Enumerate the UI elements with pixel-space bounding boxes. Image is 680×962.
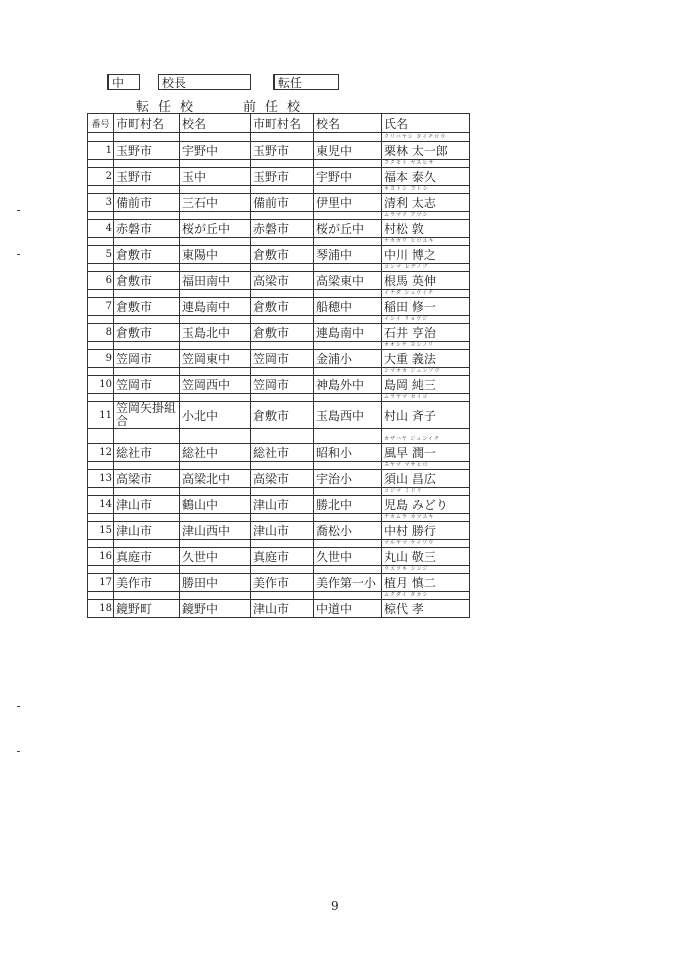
col-new-city: 市町村名 xyxy=(114,114,180,133)
row-name xyxy=(382,186,470,212)
row-prev-city: 赤磐市 xyxy=(251,220,314,238)
spacer-cell xyxy=(88,592,114,600)
row-new-school: 勝田中 xyxy=(180,574,251,592)
spacer-cell xyxy=(251,566,314,574)
spacer-cell xyxy=(180,160,251,168)
spacer-cell xyxy=(314,342,382,350)
spacer-cell xyxy=(114,133,180,142)
spacer-cell xyxy=(251,342,314,350)
row-prev-school: 船穂中 xyxy=(314,298,382,316)
row-prev-school: 金浦小 xyxy=(314,350,382,368)
transfer-type: 転任 xyxy=(278,76,303,90)
row-prev-school: 伊里中 xyxy=(314,194,382,212)
person-name: 福本 泰久 xyxy=(384,170,436,184)
spacer-cell xyxy=(88,186,114,194)
spacer-cell xyxy=(251,368,314,376)
row-number: 10 xyxy=(88,376,114,394)
row-prev-city: 玉野市 xyxy=(251,168,314,186)
table-row xyxy=(88,496,470,514)
row-prev-school: 東児中 xyxy=(314,142,382,160)
row-number: 17 xyxy=(88,574,114,592)
scan-mark xyxy=(17,210,20,211)
row-prev-city: 倉敷市 xyxy=(251,298,314,316)
row-prev-city: 津山市 xyxy=(251,522,314,540)
spacer-cell xyxy=(251,514,314,522)
table-row xyxy=(88,376,470,394)
spacer-cell xyxy=(314,394,382,402)
spacer-cell xyxy=(251,264,314,272)
row-new-school: 福田南中 xyxy=(180,272,251,290)
row-new-city: 倉敷市 xyxy=(114,246,180,264)
row-name xyxy=(382,342,470,368)
person-name: 村松 敦 xyxy=(384,222,424,236)
table-row xyxy=(88,402,470,429)
table-row xyxy=(88,522,470,540)
name-reading: コジマ ミドリ xyxy=(384,488,423,494)
row-name xyxy=(382,514,470,540)
school-level-box xyxy=(107,74,140,90)
col-prev-city: 市町村名 xyxy=(251,114,314,133)
spacer-cell xyxy=(88,264,114,272)
row-number: 2 xyxy=(88,168,114,186)
spacer-cell xyxy=(88,540,114,548)
row-new-city: 津山市 xyxy=(114,496,180,514)
row-prev-school: 神島外中 xyxy=(314,376,382,394)
spacer-cell xyxy=(314,238,382,246)
row-prev-city: 倉敷市 xyxy=(251,402,314,429)
spacer-cell xyxy=(251,238,314,246)
position-box xyxy=(158,74,251,90)
table-row xyxy=(88,324,470,342)
spacer-cell xyxy=(180,368,251,376)
row-number: 14 xyxy=(88,496,114,514)
spacer-cell xyxy=(251,462,314,470)
spacer-cell xyxy=(88,133,114,142)
spacer-cell xyxy=(88,342,114,350)
row-number: 11 xyxy=(88,402,114,429)
spacer-cell xyxy=(88,212,114,220)
spacer-cell xyxy=(314,290,382,298)
spacer-cell xyxy=(114,429,180,444)
spacer-cell xyxy=(314,540,382,548)
spacer-cell xyxy=(88,429,114,444)
person-name: 大重 義法 xyxy=(384,352,436,366)
name-reading: コンマ ヒデノブ xyxy=(384,264,429,270)
spacer-cell xyxy=(180,238,251,246)
name-reading: ムラヤマ セイコ xyxy=(384,394,429,400)
row-name xyxy=(382,462,470,488)
spacer-cell xyxy=(180,394,251,402)
position-title: 校長 xyxy=(162,76,187,90)
row-prev-city: 高梁市 xyxy=(251,272,314,290)
row-name xyxy=(382,368,470,394)
row-new-city: 津山市 xyxy=(114,522,180,540)
row-new-school: 三石中 xyxy=(180,194,251,212)
spacer-cell xyxy=(114,488,180,496)
row-number: 4 xyxy=(88,220,114,238)
table-header-row xyxy=(88,114,470,133)
row-prev-school: 桜が丘中 xyxy=(314,220,382,238)
spacer-cell xyxy=(114,462,180,470)
row-new-city: 美作市 xyxy=(114,574,180,592)
row-prev-school: 玉島西中 xyxy=(314,402,382,429)
row-new-school: 桜が丘中 xyxy=(180,220,251,238)
row-prev-city: 総社市 xyxy=(251,444,314,462)
row-new-city: 高梁市 xyxy=(114,470,180,488)
table-row xyxy=(88,548,470,566)
row-number: 16 xyxy=(88,548,114,566)
name-reading: ウエツキ シンジ xyxy=(384,566,429,572)
row-new-school: 高梁北中 xyxy=(180,470,251,488)
name-reading: クリバヤシ タイチロウ xyxy=(384,134,447,140)
spacer-cell xyxy=(180,488,251,496)
row-name xyxy=(382,212,470,238)
prev-school-heading: 前任校 xyxy=(243,100,310,115)
spacer-cell xyxy=(88,368,114,376)
spacer-cell xyxy=(114,290,180,298)
row-number: 15 xyxy=(88,522,114,540)
spacer-cell xyxy=(180,186,251,194)
person-name: 島岡 純三 xyxy=(384,378,436,392)
row-name xyxy=(382,566,470,592)
col-prev-school: 校名 xyxy=(314,114,382,133)
spacer-cell xyxy=(251,212,314,220)
row-new-city: 玉野市 xyxy=(114,168,180,186)
row-number: 3 xyxy=(88,194,114,212)
scan-mark xyxy=(17,254,20,255)
spacer-cell xyxy=(114,212,180,220)
spacer-cell xyxy=(314,133,382,142)
spacer-cell xyxy=(251,394,314,402)
row-new-school: 津山西中 xyxy=(180,522,251,540)
row-new-city: 鏡野町 xyxy=(114,600,180,618)
row-prev-city: 津山市 xyxy=(251,496,314,514)
row-name xyxy=(382,436,470,462)
col-number: 番号 xyxy=(88,114,114,133)
row-new-city: 真庭市 xyxy=(114,548,180,566)
spacer-cell xyxy=(180,212,251,220)
row-name xyxy=(382,134,470,160)
row-number: 6 xyxy=(88,272,114,290)
person-name: 中川 博之 xyxy=(384,248,436,262)
row-new-school: 小北中 xyxy=(180,402,251,429)
spacer-cell xyxy=(180,290,251,298)
row-new-city: 笠岡市 xyxy=(114,350,180,368)
spacer-cell xyxy=(251,540,314,548)
spacer-cell xyxy=(114,540,180,548)
spacer-cell xyxy=(114,186,180,194)
spacer-cell xyxy=(314,429,382,444)
name-reading: ムクダイ タカシ xyxy=(384,592,429,598)
row-prev-city: 備前市 xyxy=(251,194,314,212)
table-row xyxy=(88,444,470,462)
person-name: 椋代 孝 xyxy=(384,602,424,616)
row-new-city: 笠岡市 xyxy=(114,376,180,394)
table-row xyxy=(88,246,470,264)
table-row xyxy=(88,220,470,238)
row-new-school: 久世中 xyxy=(180,548,251,566)
table-row xyxy=(88,142,470,160)
row-number: 7 xyxy=(88,298,114,316)
row-new-school: 総社中 xyxy=(180,444,251,462)
col-name: 氏名 xyxy=(382,114,470,133)
person-name: 清利 太志 xyxy=(384,196,436,210)
row-prev-school: 喬松小 xyxy=(314,522,382,540)
row-name xyxy=(382,316,470,342)
spacer-cell xyxy=(251,592,314,600)
row-name xyxy=(382,264,470,290)
row-new-city: 赤磐市 xyxy=(114,220,180,238)
row-new-school: 鶴山中 xyxy=(180,496,251,514)
name-reading: マルヤマ ケイゾウ xyxy=(384,540,435,546)
table-row xyxy=(88,168,470,186)
row-prev-school: 中道中 xyxy=(314,600,382,618)
spacer-cell xyxy=(251,316,314,324)
row-prev-city: 真庭市 xyxy=(251,548,314,566)
table-row xyxy=(88,298,470,316)
name-reading: キヨトシ フトシ xyxy=(384,186,429,192)
person-name: 植月 慎二 xyxy=(384,576,436,590)
new-school-heading: 転任校 xyxy=(136,100,203,115)
name-reading: オオシゲ ヨシノリ xyxy=(384,342,434,348)
spacer-cell xyxy=(314,316,382,324)
person-name: 根馬 英伸 xyxy=(384,274,436,288)
spacer-cell xyxy=(314,566,382,574)
spacer-cell xyxy=(180,133,251,142)
row-new-city: 倉敷市 xyxy=(114,298,180,316)
name-reading: シマオカ ジュンゾウ xyxy=(384,368,441,374)
spacer-cell xyxy=(114,264,180,272)
spacer-cell xyxy=(88,290,114,298)
row-new-school: 玉島北中 xyxy=(180,324,251,342)
spacer-cell xyxy=(180,264,251,272)
spacer-cell xyxy=(180,592,251,600)
row-prev-school: 美作第一小 xyxy=(314,574,382,592)
person-name: 栗林 太一郎 xyxy=(384,144,448,158)
transfer-table xyxy=(87,113,470,618)
spacer-cell xyxy=(114,316,180,324)
spacer-cell xyxy=(314,368,382,376)
row-name xyxy=(382,394,470,429)
person-name: 中村 勝行 xyxy=(384,524,436,538)
scan-mark xyxy=(17,751,20,752)
row-name xyxy=(382,290,470,316)
row-new-city: 玉野市 xyxy=(114,142,180,160)
row-prev-school: 勝北中 xyxy=(314,496,382,514)
row-prev-school: 宇治小 xyxy=(314,470,382,488)
row-name xyxy=(382,488,470,514)
row-new-school: 鏡野中 xyxy=(180,600,251,618)
row-prev-city: 高梁市 xyxy=(251,470,314,488)
spacer-cell xyxy=(88,566,114,574)
spacer-cell xyxy=(314,212,382,220)
name-reading: ナカガワ ヒロユキ xyxy=(384,238,435,244)
spacer-cell xyxy=(314,186,382,194)
row-new-city: 笠岡矢掛組合 xyxy=(114,402,180,429)
spacer-cell xyxy=(88,238,114,246)
row-prev-city: 玉野市 xyxy=(251,142,314,160)
spacer-cell xyxy=(114,368,180,376)
row-number: 12 xyxy=(88,444,114,462)
school-level: 中 xyxy=(112,76,125,90)
row-name xyxy=(382,592,470,618)
spacer-cell xyxy=(251,429,314,444)
spacer-cell xyxy=(314,514,382,522)
spacer-cell xyxy=(251,488,314,496)
spacer-cell xyxy=(180,566,251,574)
row-new-school: 玉中 xyxy=(180,168,251,186)
person-name: 風早 潤一 xyxy=(384,446,436,460)
spacer-cell xyxy=(114,342,180,350)
spacer-cell xyxy=(88,394,114,402)
row-name xyxy=(382,238,470,264)
row-prev-city: 笠岡市 xyxy=(251,376,314,394)
table-row xyxy=(88,194,470,212)
col-new-school: 校名 xyxy=(180,114,251,133)
page-number: 9 xyxy=(331,899,339,913)
spacer-cell xyxy=(114,566,180,574)
spacer-cell xyxy=(180,462,251,470)
spacer-cell xyxy=(314,160,382,168)
name-reading: ムラマツ アツシ xyxy=(384,212,429,218)
row-new-city: 倉敷市 xyxy=(114,272,180,290)
row-number: 9 xyxy=(88,350,114,368)
row-new-city: 総社市 xyxy=(114,444,180,462)
person-name: 須山 昌広 xyxy=(384,472,436,486)
spacer-cell xyxy=(114,238,180,246)
name-reading: フクモト ヤスヒサ xyxy=(384,160,435,166)
name-reading: イシイ リョウジ xyxy=(384,316,429,322)
spacer-cell xyxy=(314,264,382,272)
row-new-school: 連島南中 xyxy=(180,298,251,316)
spacer-cell xyxy=(114,514,180,522)
spacer-cell xyxy=(180,514,251,522)
row-new-city: 備前市 xyxy=(114,194,180,212)
name-reading: イナダ シュウイチ xyxy=(384,290,435,296)
row-prev-city: 倉敷市 xyxy=(251,324,314,342)
spacer-cell xyxy=(114,592,180,600)
row-number: 8 xyxy=(88,324,114,342)
spacer-cell xyxy=(88,462,114,470)
row-prev-city: 倉敷市 xyxy=(251,246,314,264)
row-number: 1 xyxy=(88,142,114,160)
person-name: 村山 斉子 xyxy=(384,408,436,423)
row-prev-school: 琴浦中 xyxy=(314,246,382,264)
spacer-cell xyxy=(88,488,114,496)
name-reading: カザハヤ ジュンイチ xyxy=(384,436,440,442)
spacer-cell xyxy=(314,592,382,600)
row-prev-school: 連島南中 xyxy=(314,324,382,342)
scan-mark xyxy=(17,706,20,707)
row-name xyxy=(382,160,470,186)
row-prev-city: 美作市 xyxy=(251,574,314,592)
spacer-cell xyxy=(314,488,382,496)
name-reading: ナカムラ カツユキ xyxy=(384,514,435,520)
row-new-city: 倉敷市 xyxy=(114,324,180,342)
spacer-cell xyxy=(180,316,251,324)
row-prev-school: 高梁東中 xyxy=(314,272,382,290)
row-new-school: 東陽中 xyxy=(180,246,251,264)
row-number: 13 xyxy=(88,470,114,488)
table-row xyxy=(88,600,470,618)
spacer-cell xyxy=(251,290,314,298)
row-new-school: 宇野中 xyxy=(180,142,251,160)
table-row xyxy=(88,574,470,592)
row-prev-school: 昭和小 xyxy=(314,444,382,462)
person-name: 児島 みどり xyxy=(384,498,448,512)
person-name: 丸山 敬三 xyxy=(384,550,436,564)
spacer-cell xyxy=(180,429,251,444)
row-prev-school: 久世中 xyxy=(314,548,382,566)
spacer-cell xyxy=(251,186,314,194)
person-name: 石井 亨治 xyxy=(384,326,436,340)
name-reading: スヤマ マサヒロ xyxy=(384,462,429,468)
transfer-type-box xyxy=(273,74,339,90)
spacer-cell xyxy=(88,160,114,168)
spacer-cell xyxy=(88,316,114,324)
spacer-cell xyxy=(314,462,382,470)
row-number: 5 xyxy=(88,246,114,264)
row-new-school: 笠岡西中 xyxy=(180,376,251,394)
row-prev-school: 宇野中 xyxy=(314,168,382,186)
person-name: 稲田 修一 xyxy=(384,300,436,314)
spacer-cell xyxy=(180,342,251,350)
spacer-cell xyxy=(251,160,314,168)
spacer-cell xyxy=(251,133,314,142)
row-prev-city: 笠岡市 xyxy=(251,350,314,368)
spacer-cell xyxy=(114,160,180,168)
table-row xyxy=(88,350,470,368)
row-new-school: 笠岡東中 xyxy=(180,350,251,368)
row-name xyxy=(382,540,470,566)
row-prev-city: 津山市 xyxy=(251,600,314,618)
table-row xyxy=(88,470,470,488)
table-row xyxy=(88,272,470,290)
spacer-cell xyxy=(180,540,251,548)
spacer-cell xyxy=(88,514,114,522)
row-number: 18 xyxy=(88,600,114,618)
